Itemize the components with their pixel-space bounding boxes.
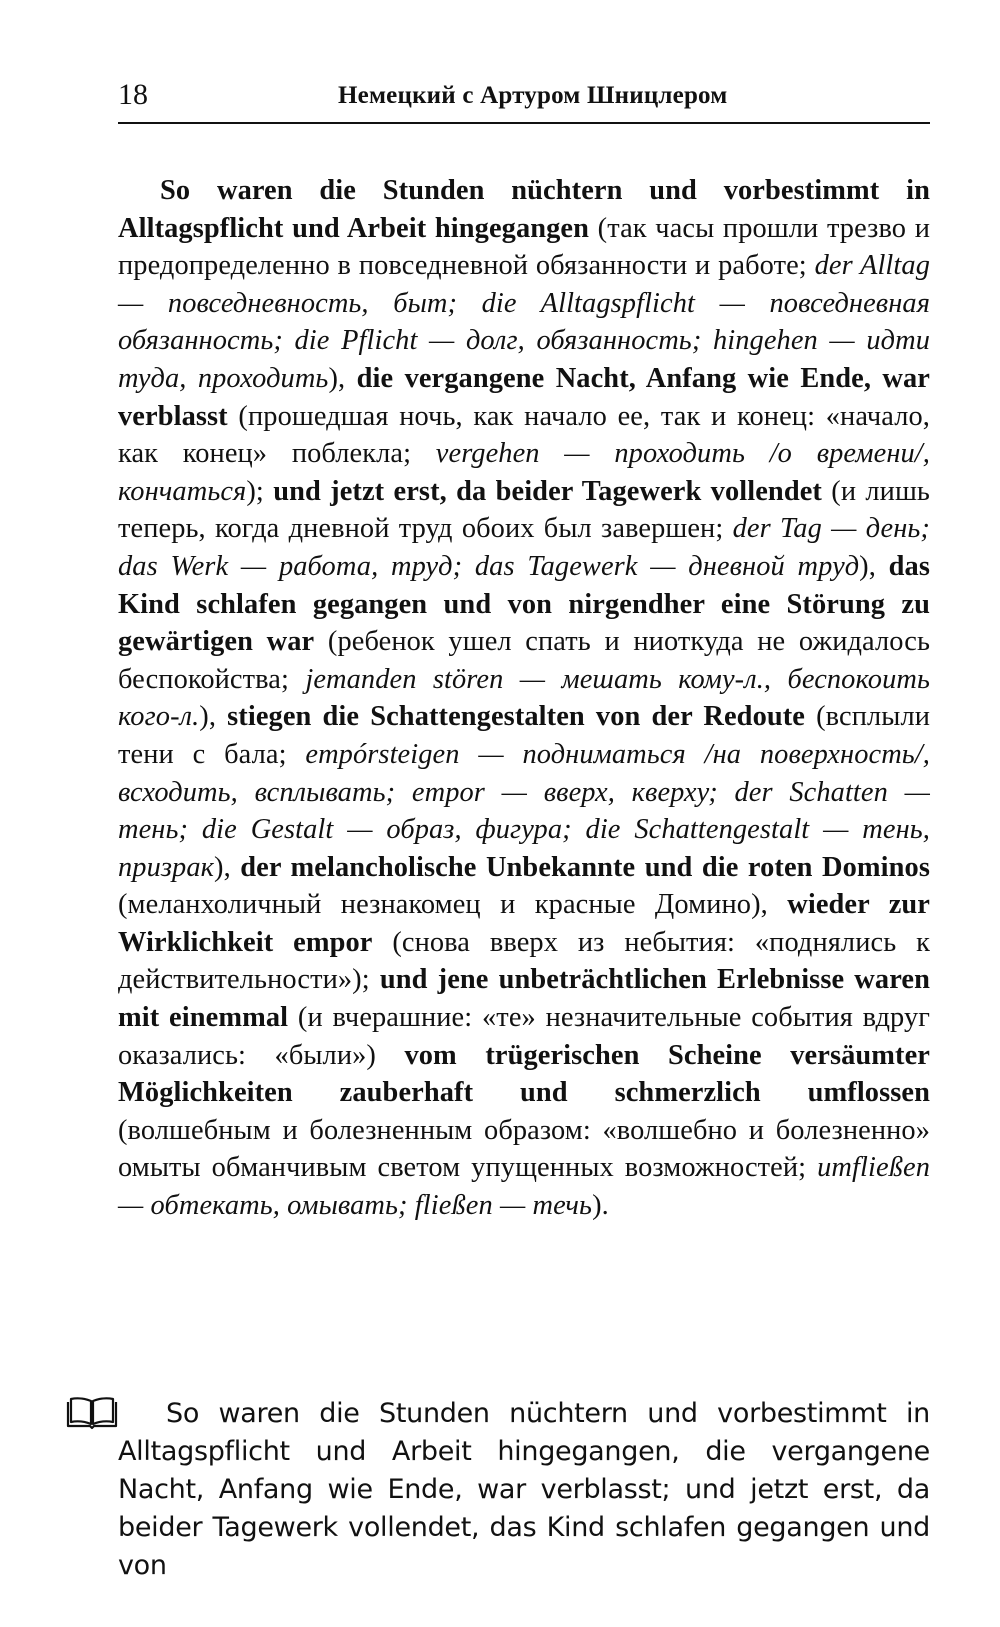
russian-translation: (волшебным и болезненным образом: «волшебно и болезненно» омыты обманчивым светом упущенных возможностей;	[118, 1114, 930, 1184]
german-phrase: vom trügerischen Scheine versäumter Möglichkeiten zauberhaft und schmerzlich umflossen	[118, 1039, 930, 1109]
vocabulary-note: der Alltag — повседневность, быт; die Alltagspflicht — повседневная обязанность; die Pflicht — долг, обязанность; hingehen — идти туда, проходить	[118, 250, 930, 394]
german-phrase: die vergangene Nacht, Anfang wie Ende, war verblasst	[118, 362, 931, 432]
russian-translation: (так часы прошли трезво и предопределенно в повседневной обязанности и работе;	[118, 212, 931, 282]
punctuation: ),	[199, 701, 228, 733]
russian-translation: (меланхоличный незнакомец и красные Домино),	[118, 889, 788, 921]
punctuation: ),	[214, 851, 241, 883]
punctuation: );	[246, 475, 274, 507]
russian-translation: (и лишь теперь, когда дневной труд обоих был завершен;	[118, 475, 930, 545]
page-number: 18	[118, 78, 148, 111]
german-phrase: das Kind schlafen gegangen und von nirgendher eine Störung zu gewärtigen war	[118, 550, 930, 658]
german-phrase: und jene unbeträchtlichen Erlebnisse waren mit einemmal	[118, 964, 930, 1034]
commentary-paragraph	[118, 172, 930, 1225]
vocabulary-note: jemanden stören — мешать кому-л., беспокоить кого-л.	[118, 663, 930, 733]
german-phrase: So waren die Stunden nüchtern und vorbestimmt in Alltagspflicht und Arbeit hingegangen	[118, 175, 930, 244]
german-phrase: stiegen die Schattengestalten von der Redoute	[227, 701, 806, 733]
vocabulary-note: umfließen — обтекать, омывать; fließen — течь	[118, 1152, 930, 1222]
german-phrase: der melancholische Unbekannte und die roten Dominos	[240, 851, 930, 883]
russian-translation: (прошедшая ночь, как начало ее, так и конец: «начало, как конец» поблекла;	[118, 400, 930, 470]
open-book-icon	[66, 1396, 118, 1430]
german-phrase: wieder zur Wirklichkeit empor	[118, 889, 930, 958]
vocabulary-note: empórsteigen — подниматься /на поверхность/, всходить, всплывать; empor — вверх, кверху; der Schatten — тень; die Gestalt — образ, фигура; die Schattengestalt — тень, призрак	[118, 738, 930, 883]
punctuation: ),	[328, 362, 357, 394]
russian-translation: (ребенок ушел спать и ниоткуда не ожидалось беспокойства;	[118, 626, 931, 695]
russian-translation: (и вчерашние: «те» незначительные события вдруг оказались: «были»)	[118, 1002, 930, 1071]
running-title: Немецкий с Артуром Шницлером	[338, 82, 728, 109]
vocabulary-note: der Tag — день; das Werk — работа, труд; das Tagewerk — дневной труд	[118, 513, 930, 582]
german-phrase: und jetzt erst, da beider Tagewerk vollendet	[273, 475, 822, 507]
russian-translation: (всплыли тени с бала;	[118, 701, 931, 770]
page-header	[118, 74, 930, 124]
vocabulary-note: vergehen — проходить /о времени/, кончаться	[118, 438, 930, 507]
punctuation: ),	[859, 550, 889, 582]
reading-paragraph: So waren die Stunden nüchtern und vorbestimmt in Alltagspflicht und Arbeit hingegangen, die vergangene Nacht, Anfang wie Ende, war verblasst; und jetzt erst, da beider Tagewerk vollendet, das Kind schlafen gegangen und von	[118, 1398, 930, 1581]
punctuation: ).	[592, 1190, 609, 1222]
russian-translation: (снова вверх из небытия: «поднялись к действительности»);	[118, 926, 930, 996]
